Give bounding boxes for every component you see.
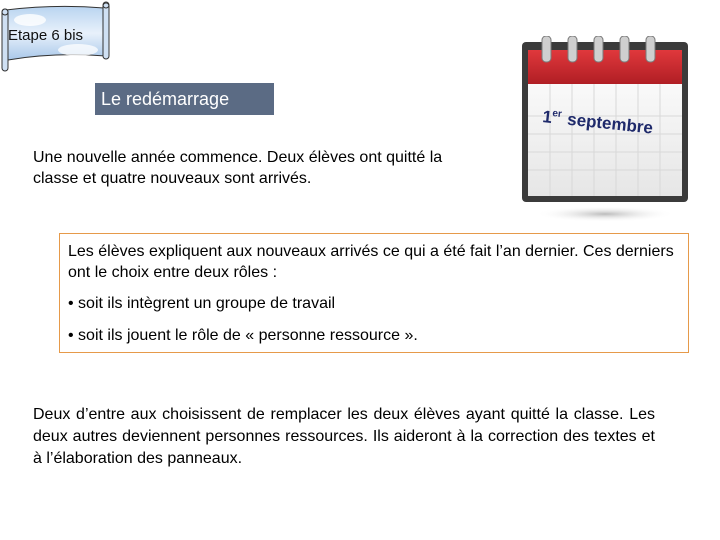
info-box (59, 233, 689, 353)
calendar-superscript: er (551, 108, 563, 120)
step-title: Etape 6 bis (8, 27, 84, 44)
section-title: Le redémarrage (95, 83, 274, 115)
bullet-item-group: • soit ils intègrent un groupe de travail (68, 295, 336, 312)
info-paragraph: Les élèves expliquent aux nouveaux arrivés ce qui a été fait l’an dernier. Ces derniers ont le choix entre deux rôles : (68, 243, 674, 281)
scroll-banner (0, 0, 112, 72)
calendar-icon (520, 36, 690, 226)
calendar-month: septembre (566, 109, 654, 138)
intro-paragraph: Une nouvelle année commence. Deux élèves ont quitté la classe et quatre nouveaux sont arrivés. (33, 149, 443, 187)
closing-paragraph: Deux d’entre aux choisissent de remplacer les deux élèves ayant quitté la classe. Les deux autres deviennent personnes ressources. Ils aideront à la correction des textes et à l’élaboration des panneaux. (33, 406, 655, 467)
calendar-day: 1 (541, 107, 553, 127)
bullet-item-resource: • soit ils jouent le rôle de « personne ressource ». (68, 327, 418, 344)
